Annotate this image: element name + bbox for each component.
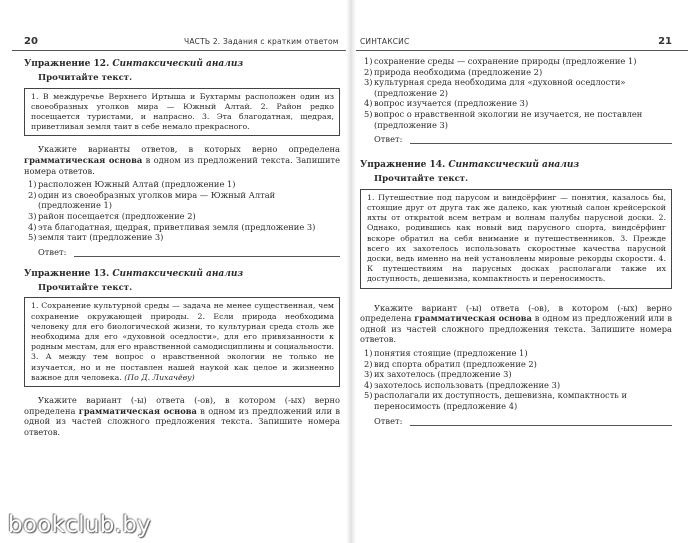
option-number: 1): [364, 56, 373, 66]
exercise-12-option: [24, 190, 340, 211]
running-head-right: [356, 36, 688, 51]
option-text: природа необходима (предложение 2): [374, 66, 543, 77]
page-number-right: 21: [658, 36, 672, 47]
right-page-content: [360, 56, 672, 437]
exercise-14-text: 1. Путешествие под парусом и виндсёрфинг — понятия, казалось бы, стоящие друг от друга так же далеко, как уютный салон крейсерской яхты от открытой всем ветрам и волнам палубы парусной доски. 2. Однако, родившись как новый вид парусного спорта, виндсёрфинг вскоре обратил на себя внимание и путешественников. 3. Прежде всего их захотелось использовать скоростные качества парусной доски, ведь именно на ней установлены мировые рекорды скорости. 4. К путешествиям на парусных досках располагали также их доступность, дешевизна, компактность и переносимость.: [367, 192, 666, 284]
exercise-14-option: [360, 390, 672, 411]
option-text: культурная среда необходима для «духовной оседлости» (предложение 2): [374, 77, 626, 98]
option-number: 5): [28, 232, 37, 243]
option-text: сохранение среды — сохранение природы (предложение 1): [374, 56, 637, 66]
book-gutter: [346, 0, 356, 543]
exercise-14-answer: [360, 416, 672, 427]
exercise-14-instruction: Прочитайте текст.: [374, 174, 469, 185]
exercise-14-title: [360, 159, 672, 171]
exercise-14-options: [360, 348, 672, 412]
option-number: 1): [364, 347, 373, 358]
option-text: земля таит (предложение 3): [38, 232, 164, 243]
exercise-12-name: Синтаксический анализ: [112, 59, 244, 69]
exercise-13-answer: [360, 134, 672, 145]
exercise-12-text-box: [24, 88, 340, 137]
right-page: [356, 0, 688, 543]
exercise-13-answer-label: Ответ:: [374, 134, 403, 145]
running-head-left: [12, 36, 348, 51]
exercise-12-text: 1. В междуречье Верхнего Иртыша и Бухтармы расположен один из своеобразных уголков мира — Южный Алтай. 2. Район редко посещается туристами, и напрасно. 3. Эта благодатная, щедрая, приветливая земля таит в себе немало прекрасного.: [31, 91, 334, 132]
option-text: район посещается (предложение 2): [38, 210, 196, 221]
running-head-text-right: СИНТАКСИС: [360, 37, 410, 46]
exercise-12-option: [24, 222, 340, 233]
site-watermark: bookclub.by: [8, 512, 152, 538]
exercise-14-option: [360, 348, 672, 359]
running-head-text-left: ЧАСТЬ 2. Задания с кратким ответом: [184, 37, 339, 46]
option-text: понятия стоящие (предложение 1): [374, 347, 528, 358]
exercise-12-instruction: Прочитайте текст.: [38, 73, 133, 83]
exercise-14-text-box: [360, 189, 672, 289]
option-number: 3): [364, 77, 373, 88]
exercise-12-number: Упражнение 12.: [24, 59, 110, 69]
exercise-13-text: 1. Сохранение культурной среды — задача не менее существенная, чем сохранение окружающей природы. 2. Если природа необходима человеку для его биологической жизни, то культурная среда столь же необходима для его «духовной оседлости», для его привязанности к родным местам, для его нравственной самодисциплины и социальности. 3. А между тем вопрос о нравственной экологии не только не изучается, но и не поставлен нашей наукой как целое и жизненно важное для человека.: [31, 301, 334, 382]
exercise-14-option: [360, 380, 672, 391]
exercise-12-task-post: в одном из предложений текста. Запишите номера ответов.: [24, 155, 340, 176]
option-number: 2): [364, 358, 373, 369]
exercise-13-task-post: в одном из предложений или в одной из частей сложного предложения текста. Запишите номера ответов.: [24, 405, 340, 437]
exercise-12-task-bold: грамматическая основа: [24, 155, 143, 165]
exercise-13-option: [360, 109, 672, 130]
exercise-13-text-box: [24, 297, 340, 387]
exercise-13-task: [24, 395, 340, 437]
exercise-14-name: Синтаксический анализ: [448, 160, 580, 171]
exercise-13-option: [360, 98, 672, 109]
exercise-13-task-bold: грамматическая основа: [78, 405, 197, 416]
option-number: 4): [28, 221, 37, 232]
exercise-14-number: Упражнение 14.: [360, 160, 446, 171]
left-page: [12, 0, 348, 543]
option-text: вид спорта обратил (предложение 2): [374, 358, 537, 369]
option-number: 2): [364, 66, 373, 77]
option-number: 3): [28, 210, 37, 221]
option-text: вопрос изучается (предложение 3): [374, 98, 529, 109]
option-number: 4): [364, 379, 373, 390]
exercise-13-instruction: Прочитайте текст.: [38, 282, 133, 293]
exercise-13-number: Упражнение 13.: [24, 268, 110, 279]
exercise-12-title: [24, 58, 340, 70]
exercise-12-answer-label: Ответ:: [38, 246, 67, 257]
exercise-12-task: [24, 144, 340, 176]
exercise-14-answer-line: [410, 425, 672, 426]
option-text: один из своеобразных уголков мира — Южный Алтай (предложение 1): [38, 189, 276, 211]
exercise-13-option: [360, 56, 672, 67]
exercise-12-option: [24, 179, 340, 190]
option-text: эта благодатная, щедрая, приветливая земля (предложение 3): [38, 221, 316, 232]
exercise-13-task-pre: Укажите вариант (-ы) ответа (-ов), в котором (-ых) верно определена: [24, 394, 340, 416]
left-page-content: [24, 56, 340, 440]
option-text: вопрос о нравственной экологии не изучается, не поставлен (предложение 3): [374, 108, 643, 130]
exercise-12-options: [24, 179, 340, 243]
exercise-14-task: [360, 303, 672, 345]
option-text: захотелось использовать (предложение 3): [374, 379, 561, 390]
option-number: 3): [364, 369, 373, 380]
exercise-14-answer-label: Ответ:: [374, 415, 403, 426]
exercise-13-name: Синтаксический анализ: [112, 268, 244, 279]
exercise-13-option: [360, 77, 672, 98]
exercise-12-answer-line: [74, 256, 340, 257]
exercise-12-option: [24, 211, 340, 222]
page-number-left: 20: [24, 36, 38, 47]
exercise-13-title: [24, 268, 340, 280]
exercise-14-task-bold: грамматическая основа: [414, 313, 532, 324]
option-text: их захотелось (предложение 3): [374, 369, 512, 380]
option-number: 5): [364, 390, 373, 401]
option-number: 1): [28, 179, 37, 190]
exercise-13-author: (По Д. Лихачёву): [124, 372, 195, 382]
option-number: 2): [28, 189, 37, 200]
exercise-12-option: [24, 232, 340, 243]
exercise-14-task-post: в одном из предложений или в одной из частей сложного предложения текста. Запишите номера ответов.: [360, 313, 672, 345]
option-number: 4): [364, 98, 373, 109]
option-text: располагали их доступность, дешевизна, компактность и переносимость (предложение 4): [374, 390, 627, 411]
exercise-14-task-pre: Укажите вариант (-ы) ответа (-ов), в котором (-ых) верно определена: [360, 302, 672, 324]
option-number: 5): [364, 108, 373, 119]
option-text: расположен Южный Алтай (предложение 1): [38, 179, 236, 190]
exercise-13-answer-line: [410, 143, 672, 144]
exercise-14-option: [360, 369, 672, 380]
exercise-14-option: [360, 359, 672, 370]
exercise-12-answer: [24, 247, 340, 258]
exercise-12-task-pre: Укажите варианты ответов, в которых верно определена: [38, 144, 340, 155]
exercise-13-options: [360, 56, 672, 130]
exercise-13-option: [360, 67, 672, 78]
